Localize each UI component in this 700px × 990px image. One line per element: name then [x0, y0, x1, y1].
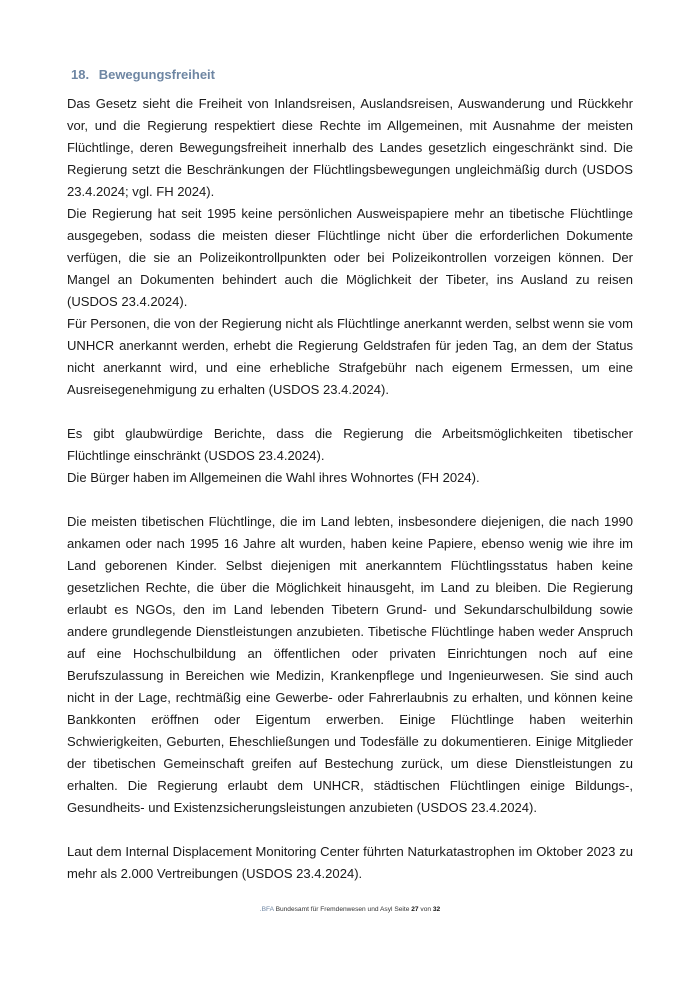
footer-org: Bundesamt für Fremdenwesen und Asyl — [275, 906, 393, 913]
page-footer — [0, 906, 700, 913]
paragraph-spacer — [67, 401, 633, 423]
document-page — [67, 64, 633, 885]
paragraph-1: Das Gesetz sieht die Freiheit von Inlandsreisen, Auslandsreisen, Auswanderung und Rückkehr vor, und die Regierung respektiert diese Rechte im Allgemeinen, mit Ausnahme der meisten Flüchtlinge, deren Bewegungsfreiheit innerhalb des Landes gesetzlich eingeschränkt sind. Die Regierung setzt die Beschränkungen der Flüchtlingsbewegungen ungleichmäßig durch (USDOS 23.4.2024; vgl. FH 2024). — [67, 96, 633, 199]
section-number: 18. — [71, 67, 90, 82]
paragraph-7: Laut dem Internal Displacement Monitoring Center führten Naturkatastrophen im Oktober 2023 zu mehr als 2.000 Vertreibungen (USDOS 23.4.2024). — [67, 844, 633, 881]
footer-page-current: 27 — [411, 906, 419, 913]
bfa-logo-text: .BFA — [259, 906, 274, 913]
section-title: Bewegungsfreiheit — [98, 67, 215, 82]
section-heading — [71, 64, 633, 86]
footer-page-total: 32 — [432, 906, 441, 913]
footer-page-sep: von — [420, 906, 432, 913]
paragraph-6: Die meisten tibetischen Flüchtlinge, die im Land lebten, insbesondere diejenigen, die nach 1990 ankamen oder nach 1995 16 Jahre alt wurden, haben keine Papiere, ebenso wenig wie ihre im Land geborenen Kinder. Selbst diejenigen mit anerkanntem Flüchtlingsstatus haben keine gesetzlichen Rechte, die über die Möglichkeit hinausgeht, im Land zu bleiben. Die Regierung erlaubt es NGOs, den im Land lebenden Tibetern Grund- und Sekundarschulbildung sowie andere grundlegende Dienstleistungen anzubieten. Tibetische Flüchtlinge haben weder Anspruch auf eine Hochschulbildung an öffentlichen oder privaten Einrichtungen noch auf eine Berufszulassung in Bereichen wie Medizin, Krankenpflege und Ingenieurwesen. Sie sind auch nicht in der Lage, rechtmäßig eine Gewerbe- oder Fahrerlaubnis zu erhalten, und können keine Bankkonten eröffnen oder Eigentum erwerben. Einige Flüchtlinge haben weiterhin Schwierigkeiten, Geburten, Eheschließungen und Todesfälle zu dokumentieren. Einige Mitglieder der tibetischen Gemeinschaft greifen auf Bestechung zurück, um diese Dienstleistungen zu erhalten. Die Regierung erlaubt dem UNHCR, städtischen Flüchtlingen einige Bildungs-, Gesundheits- und Existenzsicherungsleistungen anzubieten (USDOS 23.4.2024). — [67, 514, 633, 815]
paragraph-3: Für Personen, die von der Regierung nicht als Flüchtlinge anerkannt werden, selbst wenn sie vom UNHCR anerkannt werden, erhebt die Regierung Geldstrafen für jeden Tag, an dem der Status nicht anerkannt wird, und eine erhebliche Strafgebühr nach eigenem Ermessen, um eine Ausreisegenehmigung zu erhalten (USDOS 23.4.2024). — [67, 316, 633, 397]
footer-page-label: Seite — [394, 906, 410, 913]
paragraph-5: Die Bürger haben im Allgemeinen die Wahl ihres Wohnortes (FH 2024). — [67, 470, 480, 485]
paragraph-2: Die Regierung hat seit 1995 keine persönlichen Ausweispapiere mehr an tibetische Flüchtlinge ausgegeben, sodass die meisten dieser Flüchtlinge nicht über die erforderlichen Dokumente verfügen, die sie an Polizeikontrollpunkten oder bei Polizeikontrollen vorzeigen können. Der Mangel an Dokumenten behindert auch die Möglichkeit der Tibeter, ins Ausland zu reisen (USDOS 23.4.2024). — [67, 206, 633, 309]
paragraph-spacer — [67, 489, 633, 511]
paragraph-4: Es gibt glaubwürdige Berichte, dass die Regierung die Arbeitsmöglichkeiten tibetischer Flüchtlinge einschränkt (USDOS 23.4.2024). — [67, 426, 633, 463]
paragraph-spacer — [67, 819, 633, 841]
